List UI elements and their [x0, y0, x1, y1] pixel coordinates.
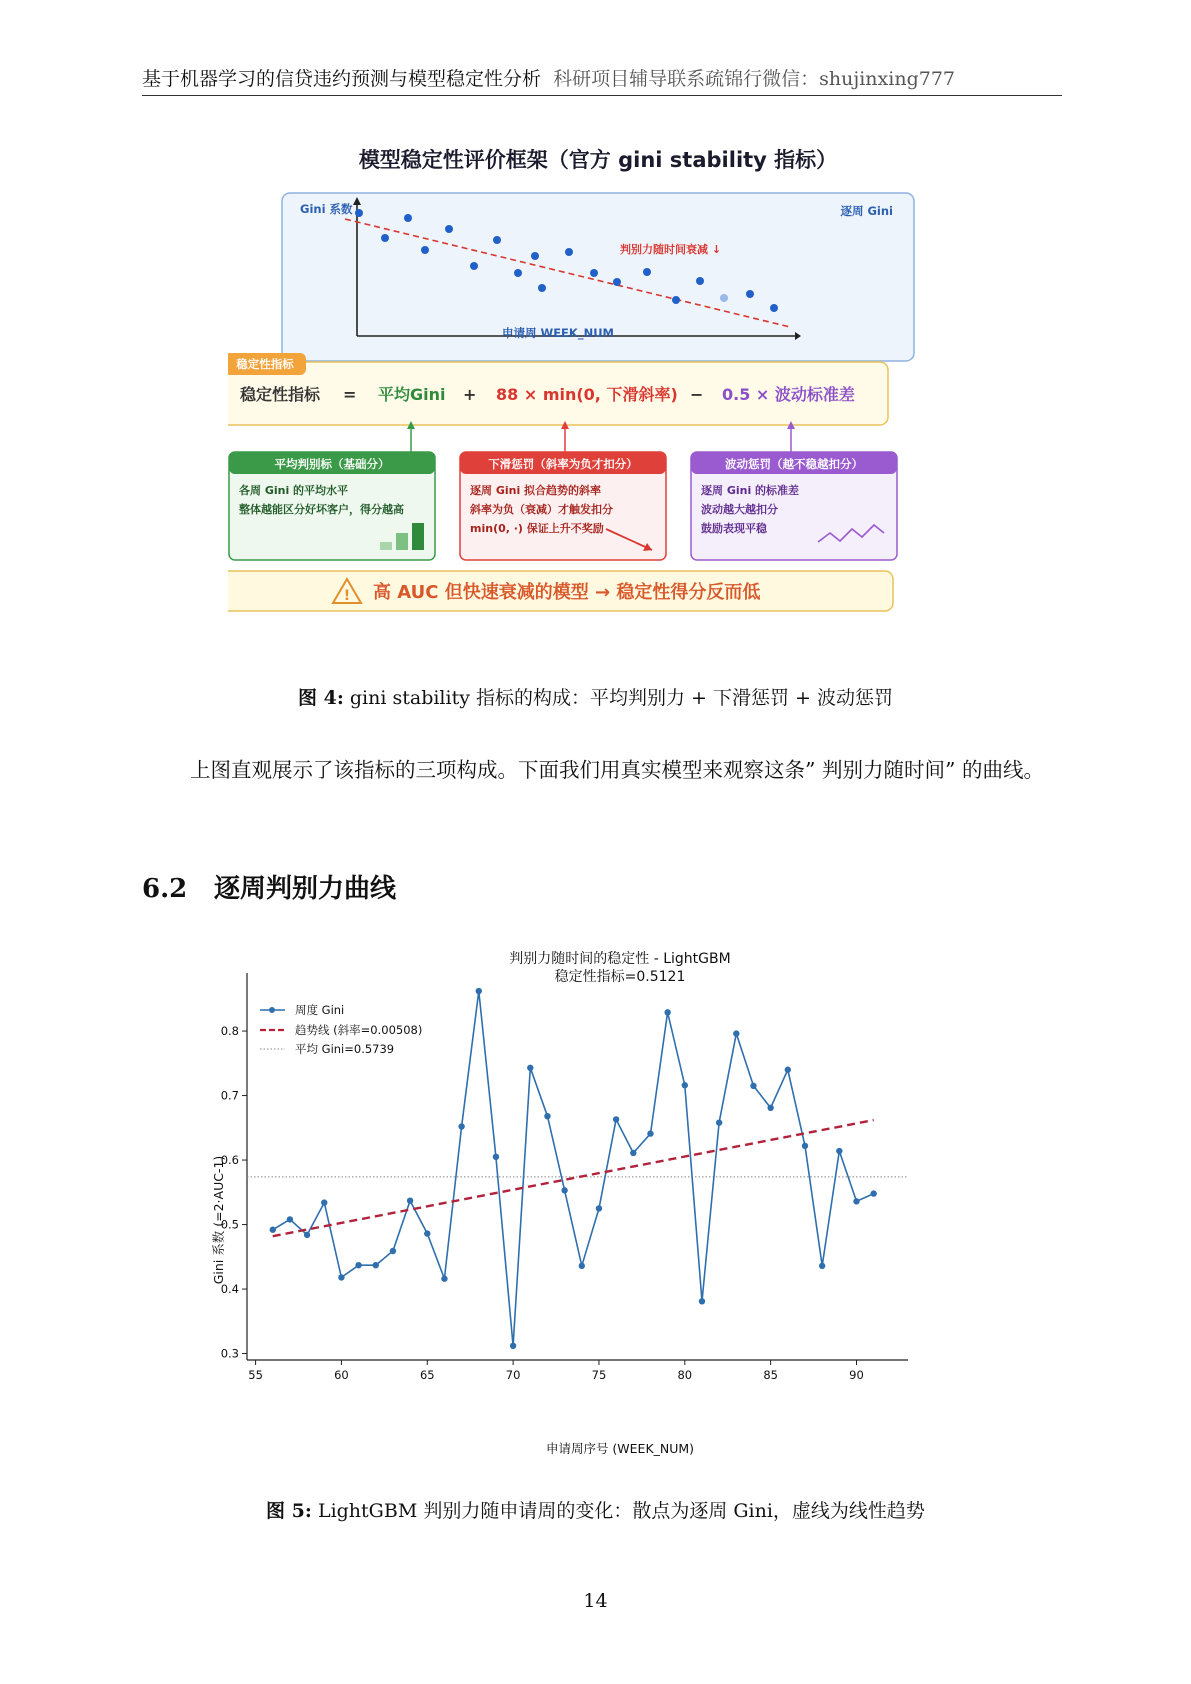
weekly-gini-point	[510, 1343, 516, 1349]
header-rule	[142, 95, 1062, 96]
weekly-gini-point	[664, 1009, 670, 1015]
x-tick-label: 70	[505, 1368, 521, 1382]
svg-text:整体越能区分好坏客户，得分越高: 整体越能区分好坏客户，得分越高	[239, 503, 404, 516]
svg-text:−: −	[690, 385, 704, 404]
weekly-gini-point	[767, 1105, 773, 1111]
weekly-gini-point	[819, 1263, 825, 1269]
x-tick-label: 90	[849, 1368, 864, 1382]
warning-text: 高 AUC 但快速衰减的模型 → 稳定性得分反而低	[373, 582, 761, 603]
chart-y-label: Gini 系数 (=2·AUC-1)	[211, 1155, 226, 1285]
section-title: 逐周判别力曲线	[214, 874, 397, 904]
weekly-gini-point	[270, 1227, 276, 1233]
weekly-gini-point	[424, 1230, 430, 1236]
weekly-gini-point	[836, 1148, 842, 1154]
weekly-gini-point	[321, 1199, 327, 1205]
header-title: 基于机器学习的信贷违约预测与模型稳定性分析	[142, 68, 542, 90]
weekly-gini-point	[785, 1067, 791, 1073]
weekly-gini-point	[287, 1216, 293, 1222]
section-heading	[142, 868, 396, 905]
weekly-gini-point	[699, 1298, 705, 1304]
svg-text:稳定性指标: 稳定性指标	[236, 357, 294, 371]
y-tick-label: 0.7	[220, 1088, 239, 1103]
svg-text:波动惩罚（越不稳越扣分）: 波动惩罚（越不稳越扣分）	[725, 457, 863, 471]
weekly-gini-point	[733, 1030, 739, 1036]
weekly-gini-point	[579, 1263, 585, 1269]
y-tick-label: 0.5	[220, 1217, 239, 1232]
y-tick-label: 0.3	[220, 1346, 239, 1361]
weekly-gini-point	[476, 988, 482, 994]
svg-text:各周 Gini 的平均水平: 各周 Gini 的平均水平	[239, 484, 349, 497]
svg-text:+: +	[463, 385, 477, 404]
y-tick-label: 0.4	[220, 1282, 239, 1297]
figure-4-infographic	[228, 137, 968, 662]
running-header	[142, 64, 1062, 91]
svg-text:!: !	[343, 588, 351, 604]
figure-5-caption: 图 5: LightGBM 判别力随申请周的变化：散点为逐周 Gini，虚线为线性趋势	[266, 1500, 925, 1522]
weekly-gini-point	[338, 1274, 344, 1280]
formula-term-slope: 88 × min(0, 下滑斜率)	[496, 385, 678, 404]
x-tick-label: 85	[763, 1368, 778, 1382]
trend-line	[273, 1120, 874, 1236]
legend-series-trend: 趋势线 (斜率=0.00508)	[295, 1023, 423, 1037]
figure-4-title: 模型稳定性评价框架（官方 gini stability 指标）	[358, 148, 838, 172]
weekly-gini-point	[802, 1143, 808, 1149]
x-tick-label: 80	[677, 1368, 693, 1382]
weekly-gini-point	[390, 1248, 396, 1254]
svg-text:min(0, ·) 保证上升不奖励: min(0, ·) 保证上升不奖励	[470, 522, 604, 535]
svg-text:鼓励表现平稳: 鼓励表现平稳	[701, 522, 767, 535]
decay-label: 判别力随时间衰减 ↓	[620, 243, 722, 256]
x-tick-label: 55	[248, 1368, 263, 1382]
weekly-gini-point	[561, 1187, 567, 1193]
chart-x-label: 申请周序号 (WEEK_NUM)	[545, 1441, 695, 1456]
svg-text:逐周 Gini 拟合趋势的斜率: 逐周 Gini 拟合趋势的斜率	[470, 484, 602, 497]
figure-4-caption: 图 4: gini stability 指标的构成：平均判别力 + 下滑惩罚 + 波动惩罚	[297, 687, 893, 709]
weekly-gini-point	[407, 1197, 413, 1203]
svg-text:=: =	[343, 385, 357, 404]
y-tick-label: 0.6	[220, 1153, 239, 1168]
legend-series-mean: 平均 Gini=0.5739	[295, 1042, 395, 1056]
legend-series-weekly: 周度 Gini	[295, 1003, 345, 1017]
formula-term-std: 0.5 × 波动标准差	[722, 385, 855, 404]
chart-subtitle: 稳定性指标=0.5121	[554, 969, 686, 985]
section-number: 6.2	[142, 874, 188, 904]
weekly-gini-point	[870, 1190, 876, 1196]
weekly-gini-point	[304, 1232, 310, 1238]
weekly-gini-point	[596, 1205, 602, 1211]
formula-lhs: 稳定性指标	[240, 385, 321, 404]
svg-text:逐周 Gini 的标准差: 逐周 Gini 的标准差	[701, 484, 800, 497]
weekly-gini-point	[647, 1130, 653, 1136]
x-tick-label: 75	[591, 1368, 607, 1382]
slope-penalty-box	[460, 452, 666, 560]
weekly-gini-point	[853, 1198, 859, 1204]
figure-5-line-chart	[205, 948, 995, 1463]
weekly-gini-point	[613, 1116, 619, 1122]
weekly-gini-point	[682, 1082, 688, 1088]
formula-term-mean: 平均Gini	[378, 385, 446, 404]
chart-title: 判别力随时间的稳定性 - LightGBM	[509, 951, 731, 967]
panel-corner-label: 逐周 Gini	[840, 204, 893, 218]
weekly-gini-point	[373, 1262, 379, 1268]
svg-text:下滑惩罚（斜率为负才扣分）: 下滑惩罚（斜率为负才扣分）	[488, 457, 638, 471]
weekly-gini-point	[458, 1123, 464, 1129]
weekly-gini-point	[527, 1065, 533, 1071]
panel-y-label: Gini 系数	[300, 202, 353, 216]
weekly-gini-point	[441, 1276, 447, 1282]
page-number: 14	[583, 1590, 608, 1612]
weekly-gini-point	[630, 1150, 636, 1156]
weekly-gini-point	[493, 1154, 499, 1160]
weekly-gini-point	[355, 1262, 361, 1268]
body-paragraph: 上图直观展示了该指标的三项构成。下面我们用真实模型来观察这条” 判别力随时间” 的曲线。	[190, 758, 1044, 782]
y-tick-label: 0.8	[220, 1024, 239, 1039]
header-contact: 科研项目辅导联系疏锦行微信：shujinxing777	[553, 68, 955, 90]
mean-gini-box	[229, 452, 435, 560]
weekly-gini-point	[716, 1119, 722, 1125]
chart-legend	[260, 1003, 422, 1056]
svg-text:平均判别标（基础分）: 平均判别标（基础分）	[274, 457, 390, 471]
x-tick-label: 65	[419, 1368, 435, 1382]
svg-text:斜率为负（衰减）才触发扣分: 斜率为负（衰减）才触发扣分	[470, 503, 613, 516]
x-tick-label: 60	[334, 1368, 349, 1382]
panel-x-label: 申请周 WEEK_NUM	[502, 326, 614, 340]
weekly-gini-point	[544, 1113, 550, 1119]
weekly-gini-point	[750, 1083, 756, 1089]
volatility-penalty-box	[691, 452, 897, 560]
svg-text:波动越大越扣分: 波动越大越扣分	[701, 503, 778, 516]
